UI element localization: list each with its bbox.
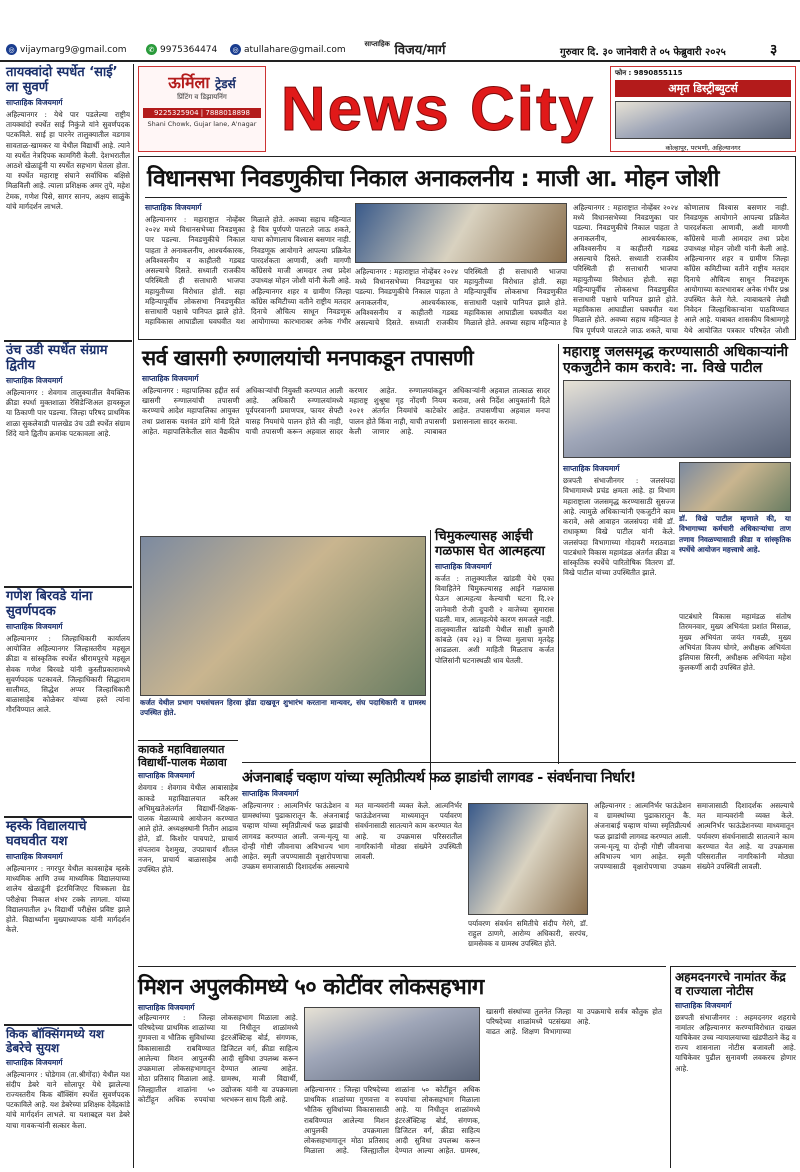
lead-body: अहिल्यानगर : महाराष्ट्रात नोव्हेंबर २०२४ मध्ये विधानसभेच्या निवडणुका पार पडल्या. निवडणुकीचे निकाल पाहता ते अनाकलनीय, आश्चर्यकारक, अविश्वसनीय व काहीतरी गडबड असल्याचे दिसते. सध्याती राजकीय परिस्थिती ही सत्ताधारी भाजपा महायुतीच्या विरोधात होती. सहा महिन्यापूर्वीच लोकसभा निवडणुकीत सत्ताधारी पक्षाचे पानिपत झाले होते. महाविकास आघाडीला घवघवीत यश मिळाले होते. अवघ्या सहाच महिन्यात हे चित्र पूर्णपणे पालटले जाऊ शकते, याचा कोणालाच विश्वास बसणार नाही. निवडणूक आयोगाने आपल्या प्रक्रियेत पारदर्शकता आणावी, अशी मागणी काँग्रेसचे माजी आमदार तथा प्रदेश उपाध्यक्ष मोहन जोशी यांनी केली आहे. अहिल्यानगर शहर व ग्रामीण जिल्हा काँग्रेस कमिटीच्या वतीने राष्ट्रीय मतदार दिनाचे औचित्य साधून निवडणूक आयोगाच्या कारभाराबर अनेक गंभीर bbox=[145, 215, 351, 327]
anjanabai-byline: साप्ताहिक विजयमार्ग bbox=[242, 789, 299, 798]
lead-photo bbox=[355, 203, 567, 263]
namantar-body: छत्रपती संभाजीनगर : अहमदनगर शहराचे नामांतर अहिल्यानगर करण्याविरोधात दाखल याचिकेवर उच्च न्यायालयाच्या खंडपीठाने केंद्र व राज्य शासनाला नोटीस बजावली आहे. याचिकेवर पुढील सुनावणी लवकरच होणार आहे. bbox=[675, 1012, 796, 1073]
hospital-headline: सर्व खासगी रुग्णालयांची मनपाकडून तपासणी bbox=[142, 346, 474, 370]
vikhe-body: छत्रपती संभाजीनगर : जलसंपदा विभागामध्ये प्रचंड क्षमता आहे. हा विभाग महाराष्ट्राला जलसमृद्ध करण्यासाठी सुसज्ज आहे. त्यामुळे अधिकाऱ्यांनी एकजुटीने काम करावे, असे आवाहन जलसंपदा मंत्री डॉ. राधाकृष्ण विखे पाटील यांनी केले. जलसंपदा विभागाच्या गोदावरी मराठवाडा पाटबंधारे विकास महामंडळ अंतर्गत क्रीडा व सांस्कृतिक स्पर्धेचे पारितोषिक वितरण डॉ. विखे पाटील यांच्या उपस्थितीत झाले. bbox=[563, 476, 675, 578]
story-title: किक बॉक्सिंगमध्ये यश डेबरेचे सुयश bbox=[6, 1027, 105, 1055]
kakade-story bbox=[138, 740, 238, 962]
kakade-byline: साप्ताहिक विजयमार्ग bbox=[138, 771, 195, 781]
globe-icon: ◎ bbox=[6, 44, 17, 55]
story-taekwondo bbox=[6, 66, 130, 296]
anjanabai-photo bbox=[468, 803, 588, 915]
email-text: vijaymarg9@gmail.com bbox=[20, 44, 127, 55]
mission-body-cont: अहिल्यानगर : जिल्हा परिषदेच्या प्राथमिक शाळांच्या गुणवत्ता व भौतिक सुविधांच्या विकासासाठी राबविण्यात आलेल्या मिशन आपुलकी उपक्रमाला लोकसहभागातून मोठा प्रतिसाद मिळाला आहे. जिल्ह्यातील शाळांना ५० कोटींहून अधिक रुपयांचा लोकसहभाग मिळाला आहे. या निधीतून शाळांमध्ये इंटरॲक्टिव्ह बोर्ड, संगणक, डिजिटल वर्ग, क्रीडा साहित्य आदी सुविधा उपलब्ध करून देण्यात आल्या आहेत. ग्रामस्थ, bbox=[304, 1085, 480, 1156]
story-byline: साप्ताहिक विजयमार्ग bbox=[6, 375, 63, 385]
vikhe-body-2: पाटबंधारे विकास महामंडळ संतोष तिरमनवार, मुख्य अभियंता प्रशांत मिसाळ, मुख्य अभियंता जयंत गवळी, मुख्य अभियंता विजय घोगरे, अधीक्षक अभियंता इलियास सिरनी, अधीक्षक अभियंता महेश कुलकर्णी आदी उपस्थित होते. bbox=[679, 612, 791, 673]
mission-headline: मिशन अपुलकीमध्ये ५० कोटींवर लोकसहभाग bbox=[138, 975, 484, 1000]
story-title: गणेश बिरवडे यांना सुवर्णपदक bbox=[6, 589, 93, 619]
email-contact bbox=[6, 44, 127, 55]
ad-product-image bbox=[615, 101, 791, 139]
ad-urmila bbox=[138, 66, 266, 152]
story-byline: साप्ताहिक विजयमार्ग bbox=[6, 621, 63, 631]
story-body: अहिल्यानगर : येथे पार पडलेल्या राष्ट्रीय तायक्वांदो स्पर्धेत साई निकुंजे यांने सुवर्णपदक पटकविले. साई हा पारनेर तालुक्यातील वडगाव सावताळ-खामकर या येथील विद्यार्थी आहे. त्याने या स्पर्धेत नेत्रदिपक कामगिरी केली. देशभरातील आठशे खेळाडूंनी या स्पर्धेत सहभाग घेतला होता. या स्पर्धेत महाराष्ट्र संघाने सर्वाधिक बक्षिसे मिळविली आहे. त्याला प्रशिक्षक अमर तुपे, महेश टेमक, गणेश पिसे, सागर सानप, अक्षय साळुंके यांचे मार्गदर्शन लाभले. bbox=[6, 109, 130, 211]
chimukalya-byline: साप्ताहिक विजयमार्ग bbox=[435, 561, 492, 571]
vikhe-story bbox=[558, 344, 796, 764]
lead-story bbox=[138, 156, 796, 340]
vikhe-photo bbox=[563, 380, 791, 458]
kakade-headline: काकडे महाविद्यालयात विद्यार्थी-पालक मेळावा bbox=[138, 743, 227, 769]
page-header bbox=[0, 0, 800, 62]
masthead bbox=[320, 40, 490, 60]
vikhe-photo-2 bbox=[679, 462, 791, 512]
vikhe-byline: साप्ताहिक विजयमार्ग bbox=[563, 464, 620, 474]
lead-body-cont: अहिल्यानगर : महाराष्ट्रात नोव्हेंबर २०२४ मध्ये विधानसभेच्या निवडणुका पार पडल्या. निवडणुकीचे निकाल पाहता ते अनाकलनीय, आश्चर्यकारक, अविश्वसनीय व काहीतरी गडबड असल्याचे दिसते. सध्याती राजकीय परिस्थिती ही सत्ताधारी भाजपा महायुतीच्या विरोधात होती. सहा महिन्यापूर्वीच लोकसभा निवडणुकीत सत्ताधारी पक्षाचे पानिपत झाले होते. महाविकास आघाडीला घवघवीत यश मिळाले होते. अवघ्या सहाच महिन्यात हे bbox=[355, 267, 567, 328]
anjanabai-body: अहिल्यानगर : आत्मनिर्भर फाऊंडेशन व ग्रामस्थांच्या पुढाकारातून कै. अंजनाबाई चव्हाण यांच्या स्मृतिप्रीत्यर्थ फळ झाडांची लागवड करण्यात आली. जन्म-मृत्यू या दोन्ही गोष्टी जीवनाचा अविभाज्य भाग आहेत. स्मृती जपण्यासाठी वृक्षारोपणाचा उपक्रम समाजासाठी दिशादर्शक असल्याचे मत मान्यवरांनी व्यक्त केले. आत्मनिर्भर फाऊंडेशनच्या माध्यमातून पर्यावरण संवर्धनासाठी सातत्याने काम करण्यात येत आहे. या उपक्रमास परिसरातील नागरिकांनी मोठ्या संख्येने उपस्थिती लावली. bbox=[242, 801, 462, 872]
whatsapp-icon: ✆ bbox=[146, 44, 157, 55]
mission-byline: साप्ताहिक विजयमार्ग bbox=[138, 1003, 195, 1012]
chimukalya-story bbox=[430, 530, 554, 790]
email-text-2: atullahare@gmail.com bbox=[244, 44, 346, 55]
hospital-story bbox=[138, 344, 554, 534]
namantar-byline: साप्ताहिक विजयमार्ग bbox=[675, 1000, 732, 1010]
phone-text: 9975364474 bbox=[160, 44, 218, 55]
story-byline: साप्ताहिक विजयमार्ग bbox=[6, 851, 63, 861]
divider bbox=[4, 586, 132, 588]
globe-icon: ◎ bbox=[230, 44, 241, 55]
kakade-body: शेवगाव : शेवगाव येथील आबासाहेब काकडे महाविद्यालयात करिअर अभिमुखतेअंतर्गत विद्यार्थी-शिक्षक-पालक मेळाव्याचे आयोजन करण्यात आले होते. अध्यक्षस्थानी नितीन आढाव होते, डॉ. किशोर पाचपाटे, प्राचार्य संपतराव देशमुख, उपप्राचार्य शीतल नजन, प्राचार्य बाळासाहेब आदी उपस्थित होते. bbox=[138, 783, 238, 875]
vikhe-headline: महाराष्ट्र जलसमृद्ध करण्यासाठी अधिकाऱ्यांनी एकजुटीने काम करावे: ना. विखे पाटील bbox=[563, 344, 788, 377]
ad-brand-2: ट्रेडर्स bbox=[215, 77, 236, 91]
story-byline: साप्ताहिक विजयमार्ग bbox=[6, 1057, 63, 1067]
lead-byline: साप्ताहिक विजयमार्ग bbox=[145, 203, 202, 212]
divider bbox=[4, 340, 132, 342]
newscity-logo: News City bbox=[280, 74, 596, 144]
issue-date: गुरुवार दि. ३० जानेवारी ते ०५ फेब्रुवारी २०२५ bbox=[560, 47, 726, 58]
ad-line: प्रिंटिंग व डिझायनिंग bbox=[177, 93, 227, 101]
story-body: अहिल्यानगर : जिल्हाधिकारी कार्यालय आयोजित अहिल्यानगर जिल्हास्तरीय महसूल क्रीडा व सांस्कृतिक स्पर्धेत श्रीरामपूरचे महसूल सेवक गणेश बिरवडे यांनी कुस्तीप्रकारामध्ये सुवर्णपदक पटकावले. जिल्हाधिकारी सिद्धाराम सालीमठ, सिद्धेश अप्पर जिल्हाधिकारी बाळासाहेब कोळेकर यांच्या हस्ते त्यांना गौरविण्यात आले. bbox=[6, 633, 130, 715]
chimukalya-headline: चिमुकल्यासह आईची गळफास घेत आत्महत्या bbox=[435, 529, 545, 559]
ad-right-brand: अमृत डिस्ट्रीब्युटर्स bbox=[615, 80, 791, 97]
ad-brand: ऊर्मिला bbox=[168, 73, 210, 92]
namantar-headline: अहमदनगरचे नामांतर केंद्र व राज्याला नोटीस bbox=[675, 970, 786, 998]
story-body: अहिल्यानगर : नगरपुर येथील कावसाहेब म्हस्के माध्यमिक आणि उच्च माध्यमिक विद्यालयाच्या शालेय खेळाडूंनी इंटरमिजिएट चित्रकला ग्रेड परीक्षेचा निकाल शंभर टक्के लागला. यांच्या विद्यालयातील ३५ विद्यार्थी परीक्षेस प्रविष्ट झाले होते. विद्यार्थ्यांना मुख्याध्यापक यांनी मार्गदर्शन केले. bbox=[6, 863, 130, 935]
anjanabai-body-cont: अहिल्यानगर : आत्मनिर्भर फाऊंडेशन व ग्रामस्थांच्या पुढाकारातून कै. अंजनाबाई चव्हाण यांच्या स्मृतिप्रीत्यर्थ फळ झाडांची लागवड करण्यात आली. जन्म-मृत्यू या दोन्ही गोष्टी जीवनाचा अविभाज्य भाग आहेत. स्मृती जपण्यासाठी वृक्षारोपणाचा उपक्रम समाजासाठी दिशादर्शक असल्याचे मत मान्यवरांनी व्यक्त केले. आत्मनिर्भर फाऊंडेशनच्या माध्यमातून पर्यावरण संवर्धनासाठी सातत्याने काम करण्यात येत आहे. या उपक्रमास परिसरातील नागरिकांनी मोठ्या संख्येने उपस्थिती लावली. bbox=[594, 801, 794, 872]
mission-body: अहिल्यानगर : जिल्हा परिषदेच्या प्राथमिक शाळांच्या गुणवत्ता व भौतिक सुविधांच्या विकासासाठी राबविण्यात आलेल्या मिशन आपुलकी उपक्रमाला लोकसहभागातून मोठा प्रतिसाद मिळाला आहे. जिल्ह्यातील शाळांना ५० कोटींहून अधिक रुपयांचा लोकसहभाग मिळाला आहे. या निधीतून शाळांमध्ये इंटरॲक्टिव्ह बोर्ड, संगणक, डिजिटल वर्ग, क्रीडा साहित्य आदी सुविधा उपलब्ध करून देण्यात आल्या आहेत. ग्रामस्थ, माजी विद्यार्थी, उद्योजक यांनी या उपक्रमाला भरभरून साथ दिली आहे. bbox=[138, 1013, 298, 1104]
ad-right-phone: फोन : 9890855115 bbox=[615, 69, 683, 77]
mission-body-2: खासगी संस्थांच्या तुलनेत जिल्हा परिषदेच्या शाळांमध्ये पटसंख्या वाढत आहे. शिक्षण विभागाच्या या उपक्रमाचे सर्वत्र कौतुक होत आहे. bbox=[486, 1007, 662, 1037]
lead-headline: विधानसभा निवडणुकीचा निकाल अनाकलनीय : माजी आ. मोहन जोशी bbox=[147, 166, 720, 192]
ad-right-address: कोल्हापूर, परभणी, अहिल्यानगर bbox=[665, 144, 741, 152]
hospital-byline: साप्ताहिक विजयमार्ग bbox=[142, 374, 199, 383]
vikhe-photo-caption: डॉ. विखे पाटील म्हणाले की, या विभागाच्या कर्मचारी अधिकाऱ्यांचा ताण तणाव निवळण्यासाठी क्रीडा व सांस्कृतिक स्पर्धेचे आयोजन महत्त्वाचे आहे. bbox=[679, 514, 791, 554]
phone-contact bbox=[146, 44, 217, 55]
story-title: तायक्वांदो स्पर्धेत ‘साई’ ला सुवर्ण bbox=[6, 65, 118, 95]
ad-address: Shani Chowk, Gujar lane, A'nagar bbox=[147, 120, 257, 128]
story-title: उंच उडी स्पर्धेत संग्राम द्वितीय bbox=[6, 343, 108, 373]
rally-photo bbox=[140, 536, 426, 696]
divider bbox=[4, 816, 132, 818]
mission-story bbox=[138, 966, 666, 1168]
page-number: ३ bbox=[770, 42, 778, 58]
story-body: अहिल्यानगर : शेवगाव तालुक्यातील वैयक्तिक क्रीडा स्पर्धा मुक्तशाळा रेसिडेन्शिअल हायस्कूल या ठिकाणी पार पडल्या. जिल्हा परिषद प्राथमिक शाळा सुकलेवाडी पालखेड उंच उडी स्पर्धेत संग्राम शिंदे याने द्वितीय क्रमांक पटकावला आहे. bbox=[6, 387, 130, 438]
anjanabai-story bbox=[242, 762, 796, 962]
story-title: म्हस्के विद्यालयाचे घवघवीत यश bbox=[6, 819, 87, 849]
divider bbox=[145, 197, 787, 198]
newscity-banner bbox=[270, 64, 606, 154]
story-high-jump bbox=[6, 344, 130, 578]
ad-phone: 9225325904 | 7888018898 bbox=[143, 108, 261, 118]
lead-body-cont-2: अहिल्यानगर : महाराष्ट्रात नोव्हेंबर २०२४ मध्ये विधानसभेच्या निवडणुका पार पडल्या. निवडणुकीचे निकाल पाहता ते अनाकलनीय, आश्चर्यकारक, अविश्वसनीय व काहीतरी गडबड असल्याचे दिसते. सध्याती राजकीय परिस्थिती ही सत्ताधारी भाजपा महायुतीच्या विरोधात होती. सहा महिन्यापूर्वीच लोकसभा निवडणुकीत सत्ताधारी पक्षाचे पानिपत झाले होते. महाविकास आघाडीला घवघवीत यश मिळाले होते. अवघ्या सहाच महिन्यात हे चित्र पूर्णपणे पालटले जाऊ शकते, याचा कोणालाच विश्वास बसणार नाही. निवडणूक आयोगाने आपल्या प्रक्रियेत पारदर्शकता आणावी, अशी मागणी काँग्रेसचे माजी आमदार तथा प्रदेश उपाध्यक्ष मोहन जोशी यांनी केली आहे. अहिल्यानगर शहर व ग्रामीण जिल्हा काँग्रेस कमिटीच्या वतीने राष्ट्रीय मतदार दिनाचे औचित्य साधून निवडणूक आयोगाच्या कारभाराबर अनेक गंभीर प्रश्न उपस्थित केले गेले. त्याबाबतचे लेखी निवेदन जिल्हाधिकाऱ्यांना पाठविण्यात आले आहे. याबाबत शासकीय विश्रामगृहे येथे आयोजित पत्रकार परिषदेत जोशी bbox=[573, 203, 789, 335]
rally-caption: कर्जत येथील प्रभाग पथसंचलन हिरवा झेंडा दाखवून शुभारंभ करताना मान्यवर, संघ पदाधिकारी व ग्रामस्थ उपस्थित होते. bbox=[140, 698, 426, 718]
story-kickboxing bbox=[6, 1028, 130, 1172]
story-mhaske bbox=[6, 820, 130, 1054]
story-byline: साप्ताहिक विजयमार्ग bbox=[6, 97, 63, 107]
masthead-title: विजय/मार्ग bbox=[394, 43, 446, 58]
left-column bbox=[4, 64, 134, 1168]
mission-photo bbox=[304, 1007, 480, 1081]
hospital-body: अहिल्यानगर : महापालिका हद्दीत सर्व खासगी रुग्णालयांची तपासणी करण्याचे आदेश महापालिका आयुक्त तथा प्रशासक यशवंत डांगे यांनी दिले आहेत. महापालिकेतील सात वैद्यकीय अधिकाऱ्यांची नियुक्ती करण्यात आली आहे. अधिकारी रुग्णालयांमध्ये पूर्वपरवानगी प्रमाणपत्र, फायर सेफ्टी यासह नियमांचे पालन होते की नाही, याची तपासणी करून अहवाल सादर करणार आहेत. रुग्णालयांकडून महाराष्ट्र शुश्रूषा गृह नोंदणी नियम २०२१ अंतर्गत नियमांचे काटेकोर पालन होते किंवा नाही, याची तपासणी केली जाणार आहे. त्याबाबत अधिकाऱ्यांनी अहवाल तात्काळ सादर करावा, असे निर्देश आयुक्तांनी दिले आहेत. तपासणीचा अहवाल मनपा प्रशासनाला सादर करावा. bbox=[142, 386, 550, 436]
divider bbox=[4, 1024, 132, 1026]
chimukalya-body: कर्जत : तालुक्यातील खांडवी येथे एका विवाहितेने चिमुकल्यासह आईने गळफास घेऊन आत्महत्या केल्याची घटना दि.२२ जानेवारी रोजी दुपारी २ वाजेच्या सुमारास घडली. मात्र, आत्महत्येचे कारण समजले नाही. तालुक्यातील खांडवी येथील साक्षी कुमारी कांबळे (वय २३) व तिच्या मुलाचा मृतदेह आढळला. अशी माहिती मिळताच कर्जत पोलिसांनी घटनास्थळी धाव घेतली. bbox=[435, 573, 554, 665]
story-body: अहिल्यानगर : घोडेगाव (ता.श्रीगोंदा) येथील यश संदीप डेबरे याने सोलापूर येथे झालेल्या राज्यस्तरीय किक बॉक्सिंग स्पर्धेत सुवर्णपदक पटकाविले आहे. यश डेबरेच्या प्रशिक्षक देवेंद्रकांडे यांचे मार्गदर्शन लाभले. या यशाबद्दल यश डेबरे याचा गावकऱ्यांनी सत्कार केला. bbox=[6, 1069, 130, 1130]
story-ganesh bbox=[6, 590, 130, 814]
namantar-story bbox=[670, 966, 796, 1168]
ad-amrut bbox=[610, 66, 796, 152]
anjanabai-headline: अंजनाबाई चव्हाण यांच्या स्मृतिप्रीत्यर्थ फळ झाडांची लागवड - संवर्धनाचा निर्धार! bbox=[242, 770, 636, 786]
anjanabai-extra: पर्यावरण संवर्धन समितीचे संदीप गेरंगे, डॉ. राहुल ठाणगे, आरोग्य अधिकारी, सरपंच, ग्रामसेवक व ग्रामस्थ उपस्थित होते. bbox=[468, 919, 588, 949]
masthead-sub: साप्ताहिक bbox=[364, 40, 390, 48]
